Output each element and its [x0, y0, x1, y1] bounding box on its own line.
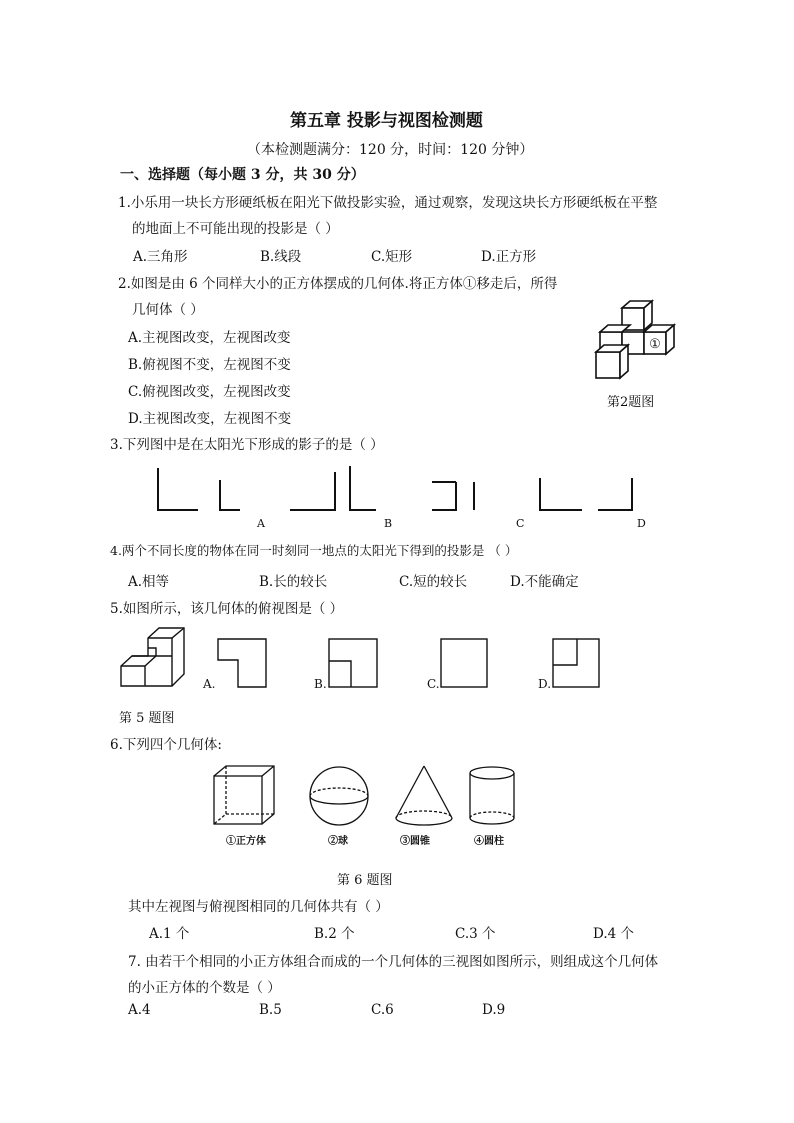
q2-line2: 几何体（ ）: [132, 302, 204, 318]
q1-option-b: B.线段: [260, 249, 302, 265]
q2-option-b: B.俯视图不变，左视图不变: [128, 357, 291, 373]
q6-shapes-figure: [212, 764, 522, 828]
q2-option-a: A.主视图改变，左视图改变: [128, 330, 291, 346]
q1-line2: 的地面上不可能出现的投影是（ ）: [132, 221, 339, 237]
q3-text: 3.下列图中是在太阳光下形成的影子的是（ ）: [110, 437, 384, 453]
q3-label-b: B: [384, 517, 393, 530]
q7-option-d: D.9: [482, 1002, 506, 1018]
q6-label-cube: ①正方体: [226, 836, 266, 847]
q5-caption: 第 5 题图: [119, 711, 175, 726]
q6-option-c: C.3 个: [455, 926, 496, 942]
q1-option-d: D.正方形: [481, 249, 537, 265]
q2-line1: 2.如图是由 6 个同样大小的正方体摆成的几何体.将正方体①移走后，所得: [118, 276, 558, 292]
q1-line1: 1.小乐用一块长方形硬纸板在阳光下做投影实验，通过观察，发现这块长方形硬纸板在平整: [118, 195, 658, 211]
q2-option-c: C.俯视图改变，左视图改变: [128, 384, 291, 400]
q3-label-c: C: [516, 517, 525, 530]
q4-option-a: A.相等: [128, 574, 170, 590]
q3-shadow-figure: [150, 462, 650, 514]
q4-option-c: C.短的较长: [399, 574, 468, 590]
q3-label-d: D: [637, 517, 646, 530]
q6-question: 其中左视图与俯视图相同的几何体共有（ ）: [128, 899, 389, 915]
q7-option-a: A.4: [128, 1002, 151, 1018]
q4-option-d: D.不能确定: [510, 574, 579, 590]
q2-caption: 第2题图: [607, 395, 655, 410]
q6-caption: 第 6 题图: [337, 873, 393, 888]
q6-option-a: A.1 个: [149, 926, 190, 942]
q2-cube-figure: [592, 296, 688, 386]
page-title: 第五章 投影与视图检测题: [290, 111, 483, 131]
section-heading: 一、选择题（每小题 3 分，共 30 分）: [120, 167, 365, 183]
q6-label-cylinder: ④圆柱: [474, 836, 504, 847]
q5-option-a-figure: [217, 638, 269, 690]
q6-option-b: B.2 个: [314, 926, 355, 942]
q5-label-c: C.: [427, 677, 440, 691]
q5-text: 5.如图所示，该几何体的俯视图是（ ）: [110, 601, 344, 617]
q7-line2: 的小正方体的个数是（ ）: [128, 980, 281, 996]
q3-label-a: A: [257, 517, 265, 530]
q4-option-b: B.长的较长: [259, 574, 328, 590]
q2-option-d: D.主视图改变，左视图不变: [128, 411, 292, 427]
q5-label-d: D.: [538, 677, 552, 691]
q7-option-c: C.6: [371, 1002, 394, 1018]
q7-option-b: B.5: [259, 1002, 282, 1018]
q5-option-b-figure: [328, 638, 380, 690]
q5-option-c-figure: [440, 638, 492, 690]
q5-label-a: A.: [203, 677, 216, 691]
q6-label-sphere: ②球: [328, 836, 348, 847]
q6-label-cone: ③圆锥: [400, 836, 430, 847]
q4-text: 4.两个不同长度的物体在同一时刻同一地点的太阳光下得到的投影是 （ ）: [110, 543, 518, 558]
q5-option-d-figure: [552, 638, 604, 690]
q2-figure-mark: ①: [649, 337, 661, 352]
q5-label-b: B.: [314, 677, 327, 691]
q5-solid-figure: [120, 628, 186, 690]
q7-line1: 7. 由若干个相同的小正方体组合而成的一个几何体的三视图如图所示，则组成这个几何体: [128, 954, 659, 970]
q6-text: 6.下列四个几何体:: [110, 737, 222, 753]
page-subtitle: （本检测题满分：120 分，时间：120 分钟）: [247, 142, 534, 158]
q1-option-c: C.矩形: [371, 249, 413, 265]
q1-option-a: A.三角形: [133, 249, 188, 265]
q6-option-d: D.4 个: [593, 926, 635, 942]
